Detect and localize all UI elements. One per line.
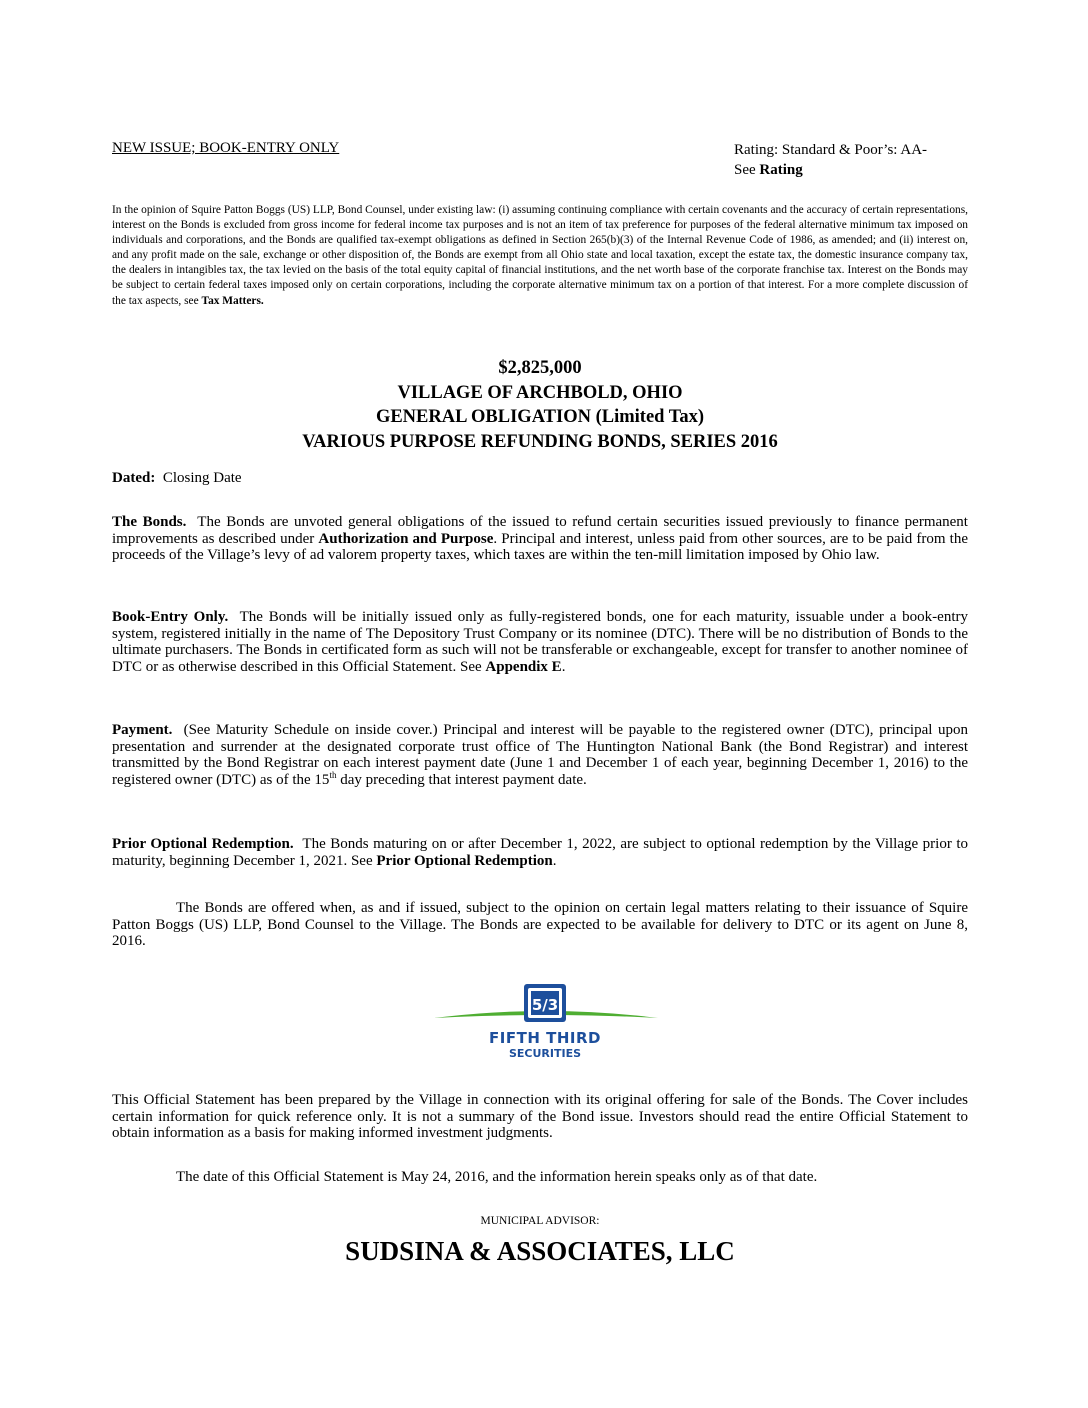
rating-see: See Rating	[734, 162, 803, 178]
section-label: The Bonds.	[112, 514, 187, 530]
book-entry-section: Book-Entry Only. The Bonds will be initially issued only as fully-registered bonds, one for each maturity, issuable under a book-entry system, registered initially in the name of The Depository Trust Company or its nominee (DTC). There will be no distribution of Bonds to the ultimate purchasers. The Bonds in certificated form as such will not be transferable or exchangeable, except for transfer to another nominee of DTC or as otherwise described in this Official Statement. See Appendix E.	[112, 609, 968, 675]
issue-amount: $2,825,000	[498, 358, 582, 378]
bond-series: VARIOUS PURPOSE REFUNDING BONDS, SERIES 2016	[302, 431, 778, 452]
municipal-advisor-name: SUDSINA & ASSOCIATES, LLC	[345, 1236, 735, 1266]
section-label: Book-Entry Only.	[112, 609, 229, 625]
section-label: Payment.	[112, 722, 173, 738]
rating-reference: Rating	[759, 162, 803, 178]
logo-mark: 5/3	[531, 996, 559, 1014]
issuer-name: VILLAGE OF ARCHBOLD, OHIO	[397, 382, 683, 403]
title-block	[112, 356, 968, 454]
the-bonds-section: The Bonds. The Bonds are unvoted general obligations of the issued to refund certain securities issued previously to finance permanent improvements as described under Authorization and Purpose. Principal and interest, unless paid from other sources, are to be paid from the proceeds of the Village’s levy of ad valorem property taxes, which taxes are within the ten-mill limitation imposed by Ohio law.	[112, 514, 968, 564]
rating-block	[734, 140, 927, 180]
rating-line: Rating: Standard & Poor’s: AA-	[734, 142, 928, 158]
fifth-third-logo-icon	[432, 978, 660, 1064]
redemption-section: Prior Optional Redemption. The Bonds maturing on or after December 1, 2022, are subject to optional redemption by the Village prior to maturity, beginning December 1, 2021. See Prior Optional Redemption.	[112, 836, 969, 869]
preparation-paragraph: This Official Statement has been prepared by the Village in connection with its original offering for sale of the Bonds. The Cover includes certain information for quick reference only. It is not a summary of the Bond issue. Investors should read the entire Official Statement to obtain information as a basis for making informed investment judgments.	[112, 1092, 968, 1142]
statement-date: The date of this Official Statement is May 24, 2016, and the information herein speaks only as of that date.	[176, 1169, 818, 1185]
logo-line2: SECURITIES	[508, 1047, 582, 1060]
issue-type: NEW ISSUE; BOOK-ENTRY ONLY	[112, 140, 340, 156]
municipal-advisor-label: MUNICIPAL ADVISOR:	[480, 1215, 600, 1227]
logo-line1: FIFTH THIRD	[489, 1029, 601, 1047]
section-label: Prior Optional Redemption.	[112, 836, 294, 852]
bond-counsel-opinion: In the opinion of Squire Patton Boggs (US) LLP, Bond Counsel, under existing law: (i) assuming continuing compliance with certain covenants and the accuracy of certain representations, interest on the Bonds is excluded from gross income for federal income tax purposes and is not an item of tax preference for purposes of the federal alternative minimum tax imposed on individuals and corporations, and the Bonds are qualified tax-exempt obligations as defined in Section 265(b)(3) of the Internal Revenue Code of 1986, as amended; and (ii) interest on, and any profit made on the sale, exchange or other disposition of, the Bonds are exempt from all Ohio state and local taxation, except the estate tax, the domestic insurance company tax, the dealers in intangibles tax, the tax levied on the basis of the total equity capital of financial institutions, and the net worth base of the corporate franchise tax. Interest on the Bonds may be subject to certain federal taxes imposed only on certain corporations, including the corporate alternative minimum tax on a portion of that interest. For a more complete discussion of the tax aspects, see Tax Matters.	[112, 204, 968, 307]
tax-matters-reference: Tax Matters.	[201, 294, 264, 307]
offering-paragraph: The Bonds are offered when, as and if issued, subject to the opinion on certain legal matters relating to their issuance of Squire Patton Boggs (US) LLP, Bond Counsel to the Village. The Bonds are expected to be available for delivery to DTC or its agent on June 8, 2016.	[112, 900, 968, 950]
payment-section: Payment. (See Maturity Schedule on inside cover.) Principal and interest will be payable to the registered owner (DTC), principal upon presentation and surrender at the designated corporate trust office of The Huntington National Bank (the Bond Registrar) and interest transmitted by the Bond Registrar on each interest payment date (June 1 and December 1 of each year, beginning December 1, 2016) to the registered owner (DTC) as of the 15th day preceding that interest payment date.	[112, 722, 969, 788]
dated-line: Dated: Closing Date	[112, 470, 242, 486]
obligation-type: GENERAL OBLIGATION (Limited Tax)	[375, 407, 705, 427]
fifth-third-securities-logo	[432, 978, 660, 1064]
